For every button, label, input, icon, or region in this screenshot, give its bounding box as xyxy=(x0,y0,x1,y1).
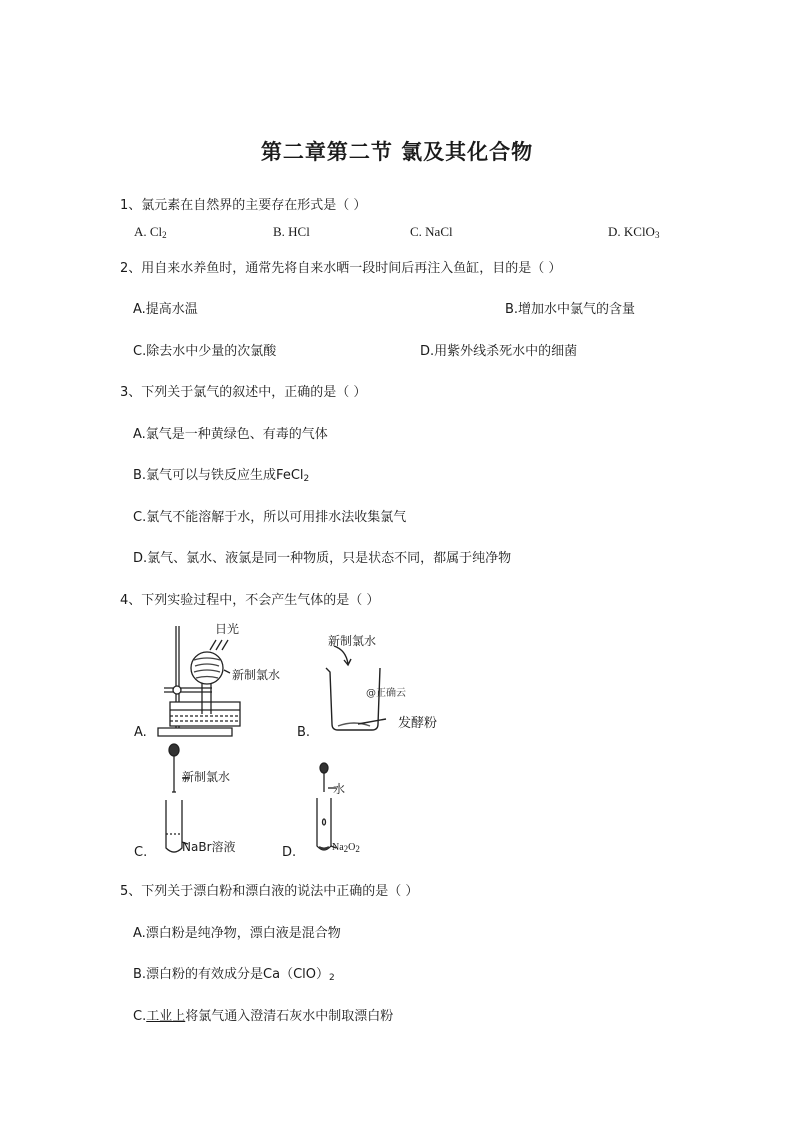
figure-a-chlorine-water-label: 新制氯水 xyxy=(232,668,281,682)
question-3-option-a[interactable]: A.氯气是一种黄绿色、有毒的气体 xyxy=(133,427,328,442)
question-3-option-d[interactable]: D.氯气、氯水、液氯是同一种物质，只是状态不同，都属于纯净物 xyxy=(133,551,512,566)
question-2-option-a[interactable]: A.提高水温 xyxy=(133,302,198,317)
question-4-option-d[interactable]: D. xyxy=(282,845,297,860)
question-5-stem: 5、下列关于漂白粉和漂白液的说法中正确的是（ ） xyxy=(120,884,419,899)
question-1-option-c[interactable]: C. NaCl xyxy=(410,224,453,239)
page-title: 第二章第二节 氯及其化合物 xyxy=(260,140,534,164)
question-2-option-c[interactable]: C.除去水中少量的次氯酸 xyxy=(133,344,277,359)
question-1-option-a[interactable]: A. $Cl_2$ xyxy=(134,224,167,240)
question-1-option-b[interactable]: B. HCl xyxy=(273,224,310,239)
question-5-option-c[interactable]: C.工业上将氯气通入澄清石灰水中制取漂白粉 xyxy=(133,1009,394,1024)
question-1-stem: 1、氯元素在自然界的主要存在形式是（ ） xyxy=(120,198,367,213)
figure-d-water-label: 水 xyxy=(333,782,346,796)
figure-c-chlorine-water-label: 新制氯水 xyxy=(182,770,231,784)
figure-b-watermark: @正确云 xyxy=(366,688,406,699)
question-4-option-b[interactable]: B. xyxy=(297,725,311,740)
question-1-option-d[interactable]: D. KClO$_3$ xyxy=(608,224,660,240)
figure-b-chlorine-water-label: 新制氯水 xyxy=(328,634,377,648)
figure-a-sunlight-label: 日光 xyxy=(215,622,240,636)
question-4-option-c[interactable]: C. xyxy=(134,845,148,860)
question-4-option-a[interactable]: A. xyxy=(134,725,147,740)
question-2-stem: 2、用自来水养鱼时，通常先将自来水晒一段时间后再注入鱼缸，目的是（ ） xyxy=(120,261,562,276)
question-5-option-a[interactable]: A.漂白粉是纯净物，漂白液是混合物 xyxy=(133,926,341,941)
question-3-option-c[interactable]: C.氯气不能溶解于水，所以可用排水法收集氯气 xyxy=(133,510,407,525)
question-2-option-b[interactable]: B.增加水中氯气的含量 xyxy=(505,302,636,317)
figure-d-na2o2-label: $Na_2O_2$ xyxy=(332,842,360,854)
question-3-option-b[interactable]: B.氯气可以与铁反应生成FeCl$_2$ xyxy=(133,468,310,484)
question-3-stem: 3、下列关于氯气的叙述中，正确的是（ ） xyxy=(120,385,367,400)
figure-c-nabr-label: NaBr溶液 xyxy=(182,840,236,854)
question-2-option-d[interactable]: D.用紫外线杀死水中的细菌 xyxy=(420,344,578,359)
figure-b-powder-label: 发酵粉 xyxy=(398,716,438,731)
question-4-stem: 4、下列实验过程中，不会产生气体的是（ ） xyxy=(120,593,380,608)
question-5-option-b[interactable]: B.漂白粉的有效成分是$Ca(ClO)_2$ xyxy=(133,967,335,983)
